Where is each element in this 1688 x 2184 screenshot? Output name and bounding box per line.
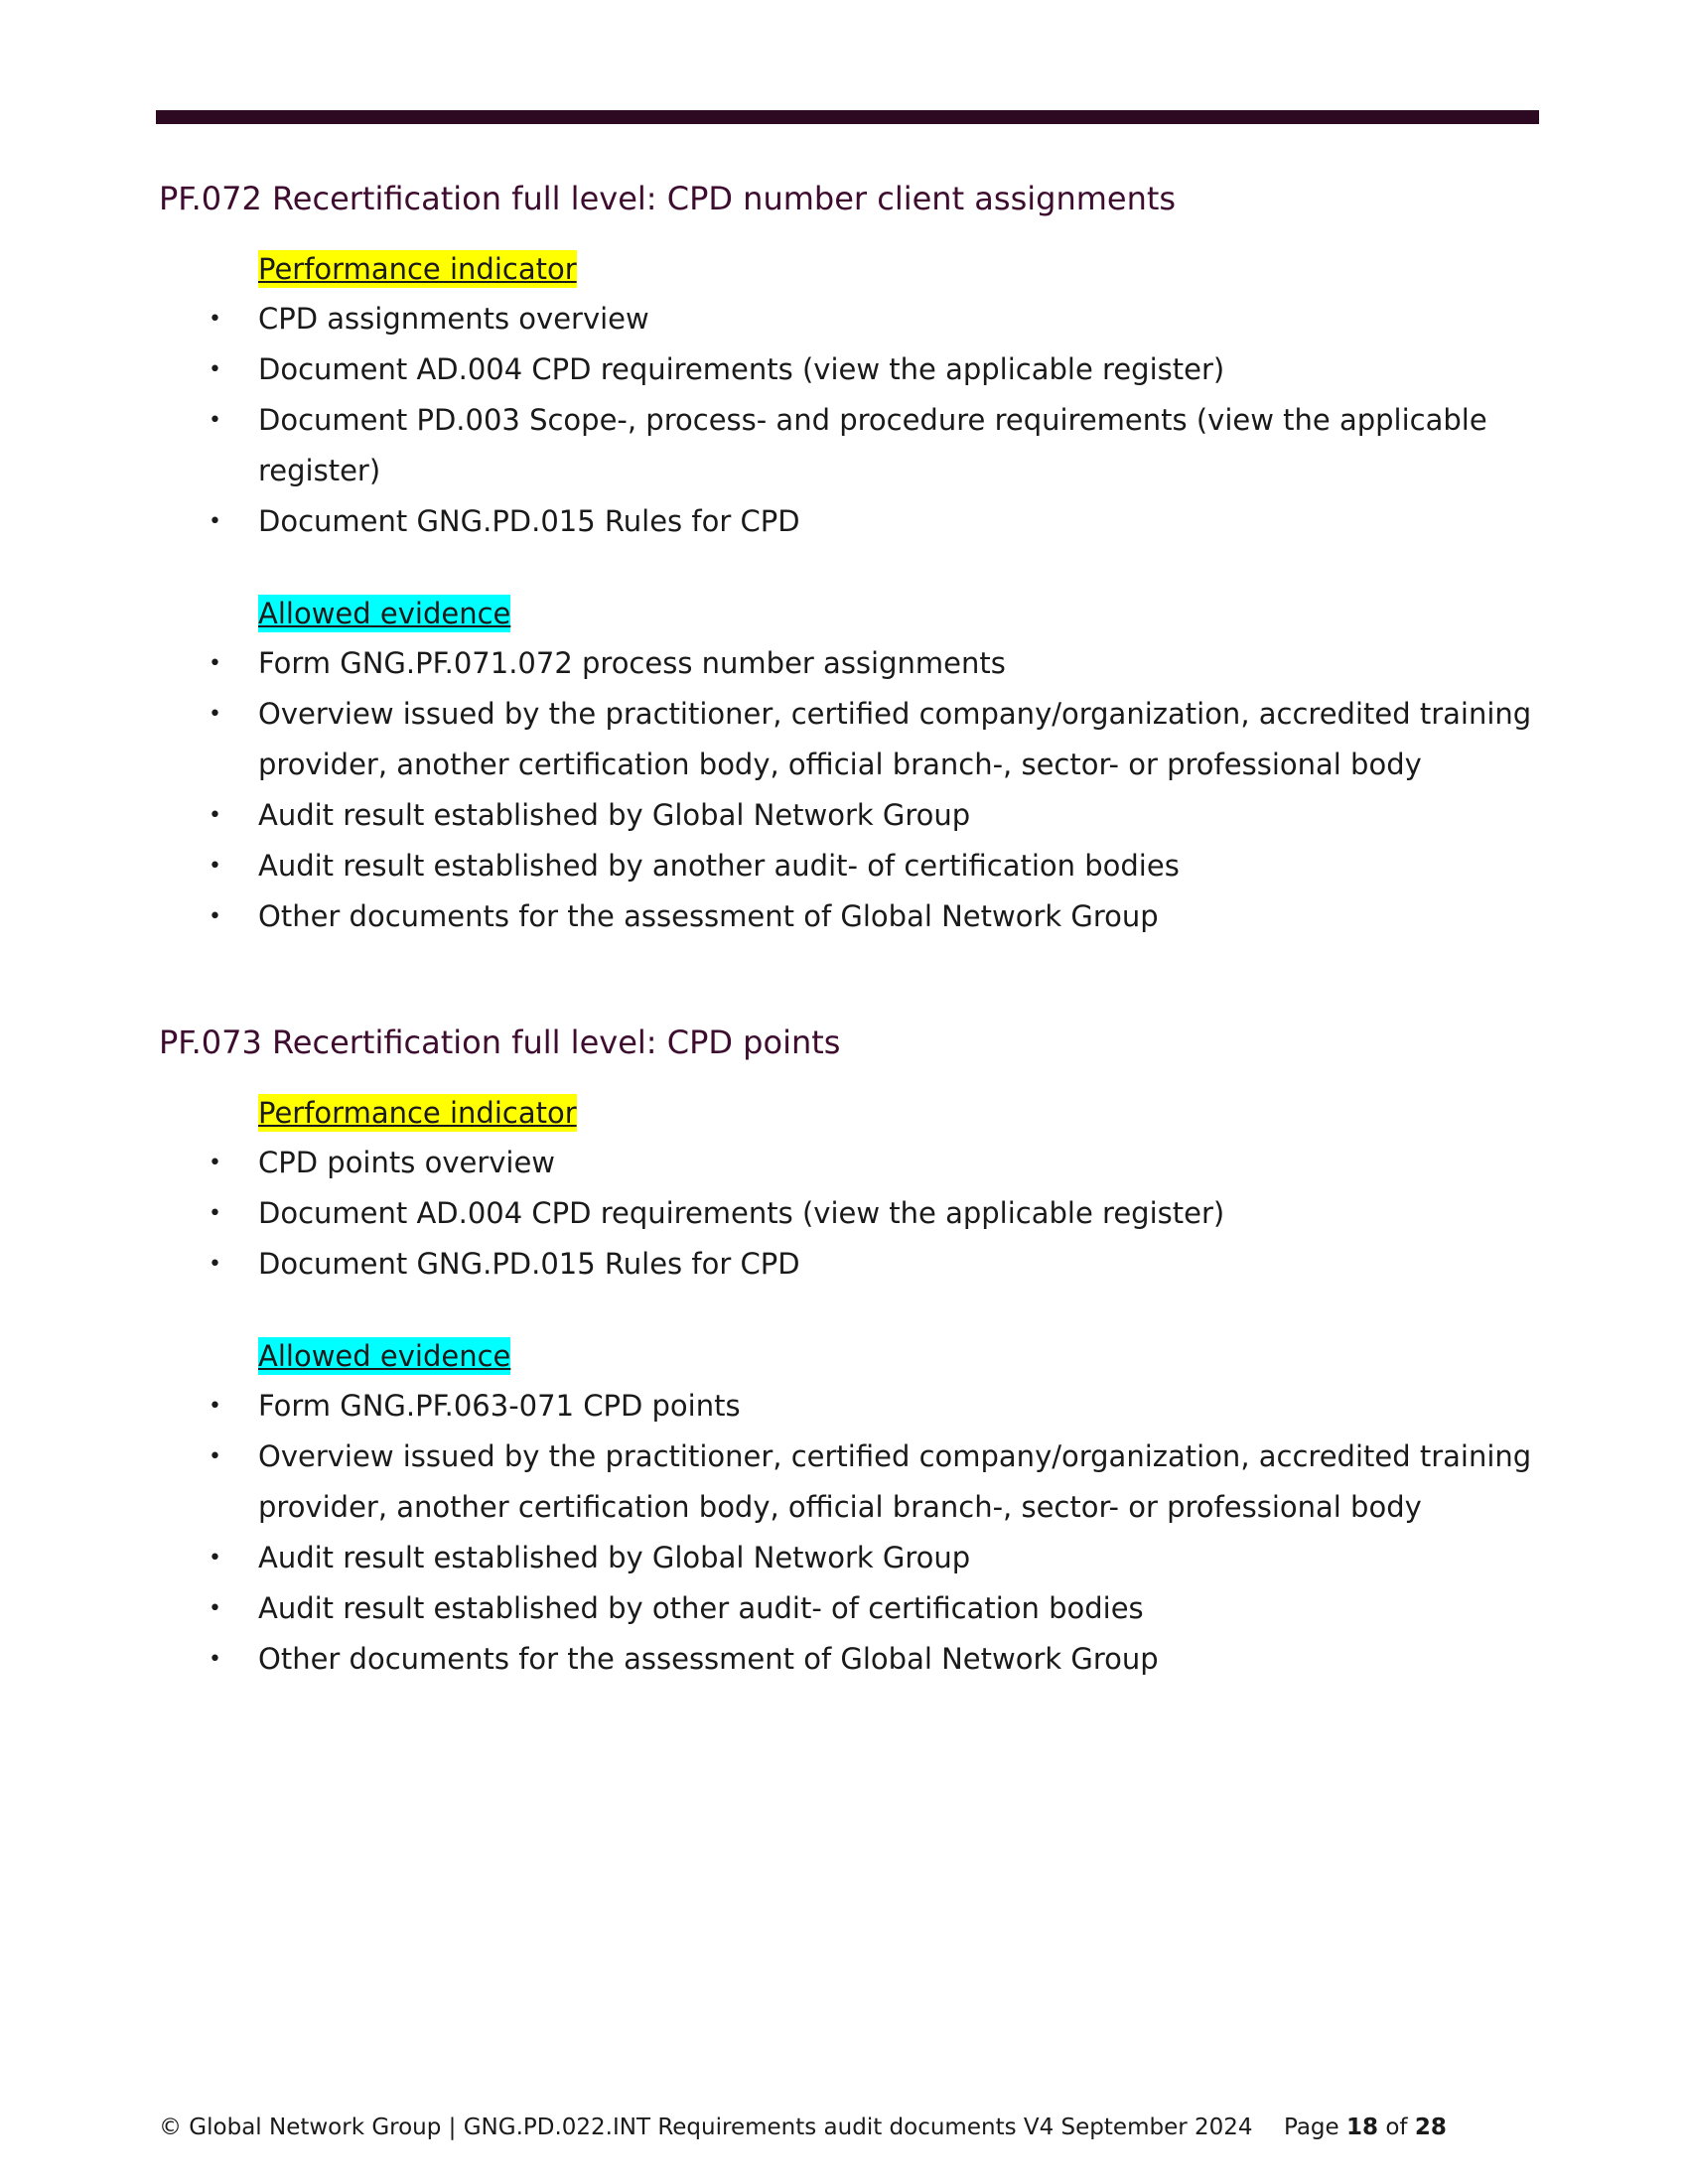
section-pf073 bbox=[159, 1023, 1549, 1685]
bullet-icon: • bbox=[209, 1201, 221, 1226]
bullet-icon: • bbox=[209, 651, 221, 676]
bullet-icon: • bbox=[209, 1252, 221, 1277]
list-item: • Document AD.004 CPD requirements (view the applicable register) bbox=[159, 1188, 1549, 1239]
list-item: • Document GNG.PD.015 Rules for CPD bbox=[159, 1239, 1549, 1290]
list-item: • Audit result established by Global Network Group bbox=[159, 790, 1549, 841]
bullet-icon: • bbox=[209, 702, 221, 727]
list-item: • Document GNG.PD.015 Rules for CPD bbox=[159, 496, 1549, 547]
bullet-icon: • bbox=[209, 904, 221, 929]
page-number: Page 18 of 28 bbox=[1284, 2115, 1447, 2140]
list-item: • Other documents for the assessment of Global Network Group bbox=[159, 1634, 1549, 1685]
list-item: • Form GNG.PF.071.072 process number assignments bbox=[159, 638, 1549, 689]
allowed-evidence-list bbox=[159, 1381, 1549, 1685]
page-footer bbox=[159, 2115, 1447, 2140]
bullet-icon: • bbox=[209, 307, 221, 332]
bullet-icon: • bbox=[209, 1647, 221, 1672]
list-item: • Audit result established by other audit- of certification bodies bbox=[159, 1583, 1549, 1634]
list-item: • Audit result established by Global Network Group bbox=[159, 1533, 1549, 1583]
list-item: • Document PD.003 Scope-, process- and procedure requirements (view the applicable register) bbox=[159, 395, 1549, 496]
list-item: • Overview issued by the practitioner, certified company/organization, accredited training provider, another certification body, official branch-, sector- or professional body bbox=[159, 1432, 1549, 1533]
allowed-evidence-label: Allowed evidence bbox=[258, 1339, 511, 1373]
bullet-icon: • bbox=[209, 1444, 221, 1469]
list-item: • CPD assignments overview bbox=[159, 294, 1549, 344]
header-rule bbox=[156, 110, 1539, 124]
footer-copyright: © Global Network Group | GNG.PD.022.INT Requirements audit documents V4 September 2024 bbox=[159, 2115, 1253, 2140]
bullet-icon: • bbox=[209, 357, 221, 382]
bullet-icon: • bbox=[209, 1394, 221, 1419]
bullet-icon: • bbox=[209, 408, 221, 433]
list-item: • CPD points overview bbox=[159, 1138, 1549, 1188]
performance-indicator-label: Performance indicator bbox=[258, 252, 577, 286]
list-item: • Document AD.004 CPD requirements (view the applicable register) bbox=[159, 344, 1549, 395]
performance-indicator-list bbox=[159, 1138, 1549, 1290]
page-current: 18 bbox=[1346, 2115, 1379, 2140]
bullet-icon: • bbox=[209, 509, 221, 534]
performance-indicator-label: Performance indicator bbox=[258, 1096, 577, 1130]
section-pf072 bbox=[159, 179, 1549, 942]
bullet-icon: • bbox=[209, 1151, 221, 1175]
list-item: • Other documents for the assessment of Global Network Group bbox=[159, 891, 1549, 942]
bullet-icon: • bbox=[209, 854, 221, 879]
section-title: PF.072 Recertification full level: CPD number client assignments bbox=[159, 180, 1177, 217]
allowed-evidence-label: Allowed evidence bbox=[258, 597, 511, 630]
list-item: • Form GNG.PF.063-071 CPD points bbox=[159, 1381, 1549, 1432]
section-title: PF.073 Recertification full level: CPD points bbox=[159, 1024, 841, 1061]
bullet-icon: • bbox=[209, 803, 221, 828]
allowed-evidence-list bbox=[159, 638, 1549, 942]
page-total: 28 bbox=[1414, 2115, 1447, 2140]
bullet-icon: • bbox=[209, 1596, 221, 1621]
bullet-icon: • bbox=[209, 1546, 221, 1570]
list-item: • Audit result established by another audit- of certification bodies bbox=[159, 841, 1549, 891]
performance-indicator-list bbox=[159, 294, 1549, 547]
list-item: • Overview issued by the practitioner, certified company/organization, accredited training provider, another certification body, official branch-, sector- or professional body bbox=[159, 689, 1549, 790]
